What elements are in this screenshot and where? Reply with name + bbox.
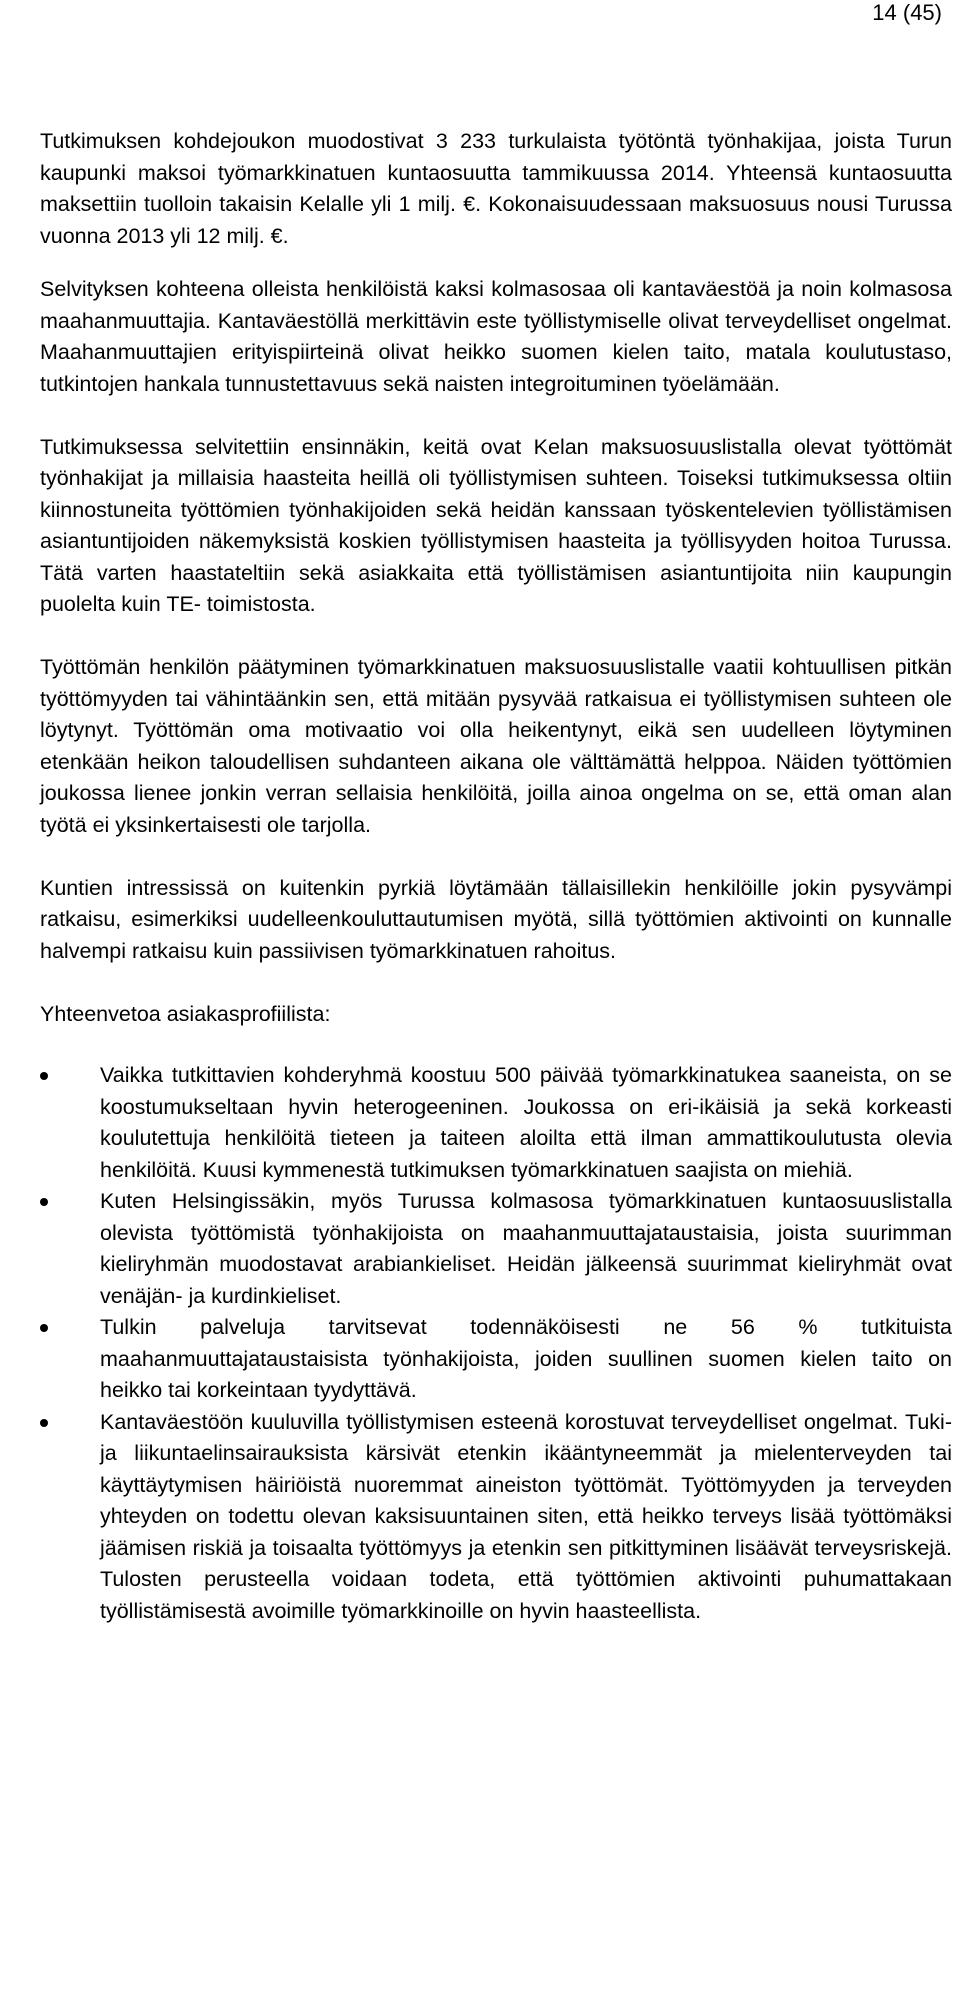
page-content <box>40 126 952 1627</box>
paragraph-municipal-interest: Kuntien intressissä on kuitenkin pyrkiä löytämään tällaisillekin henkilöille jokin pysyvämpi ratkaisu, esimerkiksi uudelleenkouluttautumisen myötä, sillä työttömien aktivointi on kunnalle halvempi ratkaisu kuin passiivisen työmarkkinatuen rahoitus. <box>40 875 952 963</box>
bullet-text: Vaikka tutkittavien kohderyhmä koostuu 500 päivää työmarkkinatukea saaneista, on se koostumukseltaan hyvin heterogeeninen. Joukossa on eri-ikäisiä ja sekä korkeasti koulutettuja henkilöitä tieteen ja taiteen aloilta että ilman ammattikoulutusta olevia henkilöitä. Kuusi kymmenestä tutkimuksen työmarkkinatuen saajista on miehiä. <box>100 1063 952 1182</box>
summary-bullet-item <box>40 1060 952 1186</box>
page-number: 14 (45) <box>872 0 942 25</box>
paragraph-population: Selvityksen kohteena olleista henkilöistä kaksi kolmasosaa oli kantaväestöä ja noin kolmasosa maahanmuuttajia. Kantaväestöllä merkittävin este työllistymiselle olivat terveydelliset ongelmat. Maahanmuuttajien erityispiirteinä olivat heikko suomen kielen taito, matala koulutustaso, tutkintojen hankala tunnustettavuus sekä naisten integroituminen työelämään. <box>40 277 952 396</box>
bullet-text: Kuten Helsingissäkin, myös Turussa kolmasosa työmarkkinatuen kuntaosuuslistalla olevista työttömistä työnhakijoista on maahanmuuttajataustaisia, joista suurimman kieliryhmän muodostavat arabiankieliset. Heidän jälkeensä suurimmat kieliryhmät ovat venäjän- ja kurdinkieliset. <box>100 1189 952 1308</box>
summary-bullet-item <box>40 1312 952 1407</box>
summary-bullet-item <box>40 1407 952 1628</box>
bullet-text: Tulkin palveluja tarvitsevat todennäköisesti ne 56 % tutkituista maahanmuuttajataustaisista työnhakijoista, joiden suullinen suomen kielen taito on heikko tai korkeintaan tyydyttävä. <box>100 1315 952 1402</box>
summary-heading: Yhteenvetoa asiakasprofiilista: <box>40 1001 331 1026</box>
summary-bullet-list <box>40 1060 952 1627</box>
paragraph-unemployment-duration: Työttömän henkilön päätyminen työmarkkinatuen maksuosuuslistalle vaatii kohtuullisen pitkän työttömyyden tai vähintäänkin sen, että mitään pysyvää ratkaisua ei työllistymisen suhteen ole löytynyt. Työttömän oma motivaatio voi olla heikentynyt, eikä sen uudelleen löytyminen etenkään heikon taloudellisen suhdanteen aikana ole välttämättä helppoa. Näiden työttömien joukossa lienee jonkin verran sellaisia henkilöitä, joilla ainoa ongelma on se, että oman alan työtä ei yksinkertaisesti ole tarjolla. <box>40 655 952 837</box>
paragraph-target-group: Tutkimuksen kohdejoukon muodostivat 3 233 turkulaista työtöntä työnhakijaa, joista Turun kaupunki maksoi työmarkkinatuen kuntaosuutta tammikuussa 2014. Yhteensä kuntaosuutta maksettiin tuolloin takaisin Kelalle yli 1 milj. €. Kokonaisuudessaan maksuosuus nousi Turussa vuonna 2013 yli 12 milj. €. <box>40 129 952 248</box>
bullet-icon <box>40 1324 48 1332</box>
summary-bullet-item <box>40 1186 952 1312</box>
paragraph-research-questions: Tutkimuksessa selvitettiin ensinnäkin, keitä ovat Kelan maksuosuuslistalla olevat työttömät työnhakijat ja millaisia haasteita heillä oli työllistymisen suhteen. Toiseksi tutkimuksessa oltiin kiinnostuneita työttömien työnhakijoiden sekä heidän kanssaan työskentelevien työllistämisen asiantuntijoiden näkemyksistä koskien työllistymisen haasteita ja työllisyyden hoitoa Turussa. Tätä varten haastateltiin sekä asiakkaita että työllistämisen asiantuntijoita niin kaupungin puolelta kuin TE- toimistosta. <box>40 434 952 616</box>
bullet-icon <box>40 1198 48 1206</box>
bullet-icon <box>40 1072 48 1080</box>
bullet-text: Kantaväestöön kuuluvilla työllistymisen esteenä korostuvat terveydelliset ongelmat. Tuki- ja liikuntaelinsairauksista kärsivät etenkin ikääntyneemmät ja mielenterveyden tai käyttäytymisen häiriöistä nuoremmat aineiston työttömät. Työttömyyden ja terveyden yhteyden on todettu olevan kaksisuuntainen siten, että heikko terveys lisää työttömäksi jäämisen riskiä ja toisaalta työttömyys ja etenkin sen pitkittyminen lisäävät terveysriskejä. Tulosten perusteella voidaan todeta, että työttömien aktivointi puhumattakaan työllistämisestä avoimille työmarkkinoille on hyvin haasteellista. <box>100 1409 952 1623</box>
bullet-icon <box>40 1419 48 1427</box>
